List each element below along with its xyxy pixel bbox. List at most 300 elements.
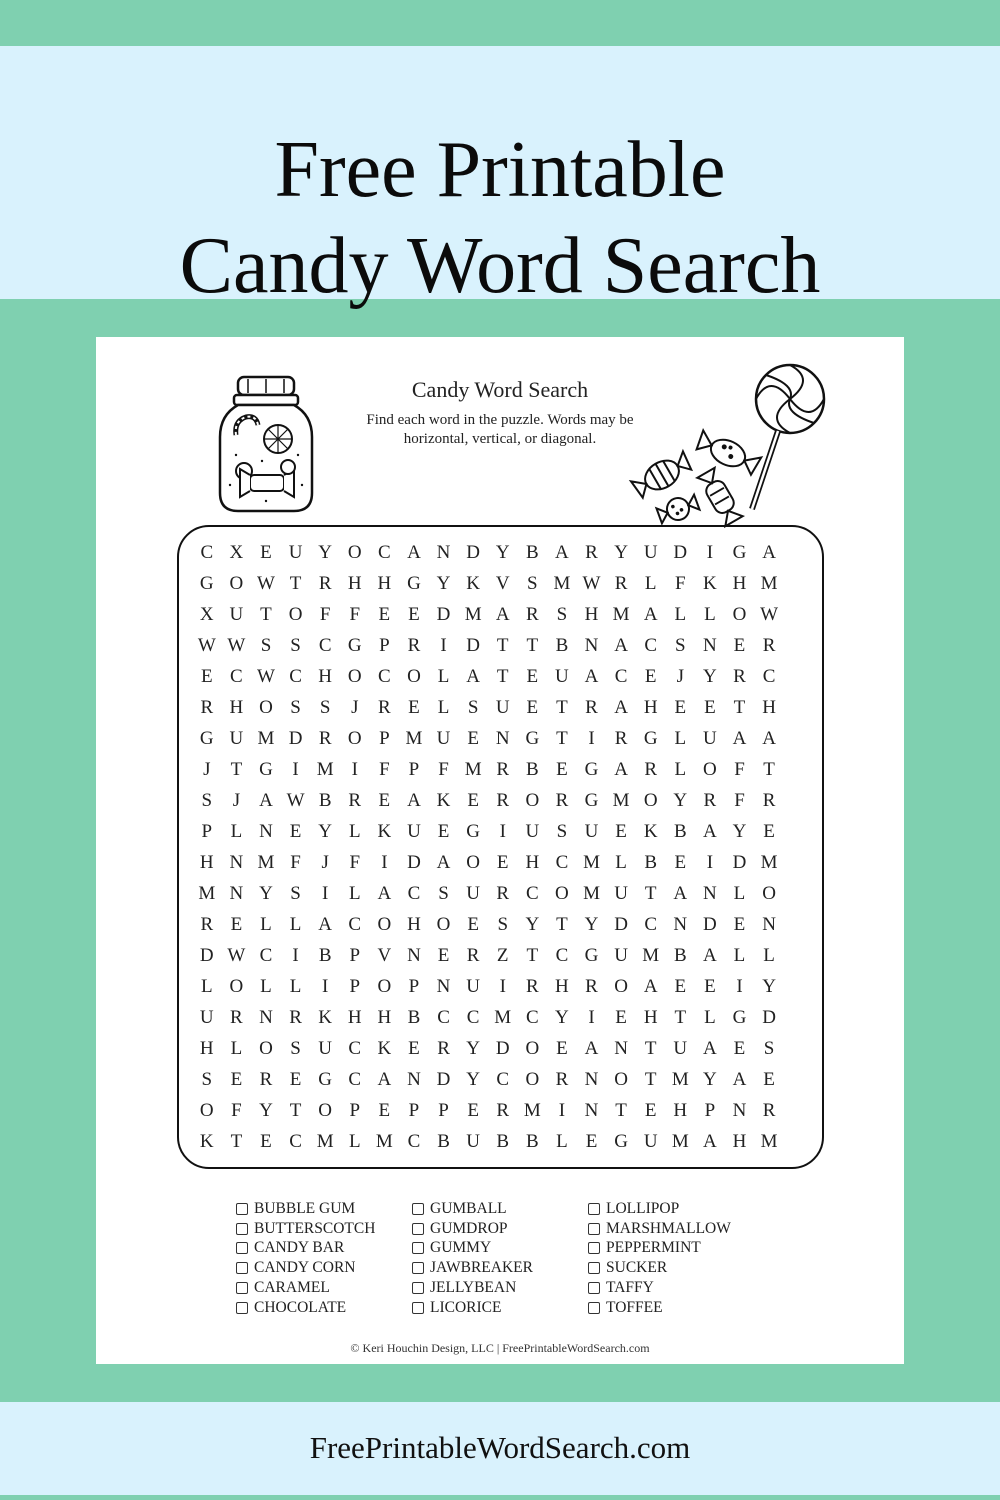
grid-letter[interactable]: E	[289, 1069, 302, 1090]
grid-letter[interactable]: C	[644, 635, 658, 656]
grid-letter[interactable]: N	[259, 1007, 273, 1028]
grid-letter[interactable]: Y	[555, 1007, 569, 1028]
grid-letter[interactable]: L	[704, 1007, 716, 1028]
grid-letter[interactable]: U	[703, 728, 717, 749]
grid-letter[interactable]: I	[558, 1100, 566, 1121]
grid-letter[interactable]: J	[232, 790, 241, 811]
grid-letter[interactable]: W	[227, 635, 246, 656]
grid-letter[interactable]: C	[259, 945, 273, 966]
grid-letter[interactable]: D	[732, 852, 747, 873]
grid-letter[interactable]: W	[227, 945, 246, 966]
grid-letter[interactable]: E	[467, 790, 479, 811]
grid-letter[interactable]: S	[260, 635, 272, 656]
grid-letter[interactable]: G	[199, 728, 214, 749]
grid-letter[interactable]: T	[644, 1038, 657, 1059]
grid-letter[interactable]: E	[615, 1007, 627, 1028]
grid-letter[interactable]: S	[319, 697, 331, 718]
grid-letter[interactable]: M	[494, 1007, 512, 1028]
grid-letter[interactable]: L	[733, 945, 746, 966]
word-checkbox[interactable]	[236, 1203, 248, 1215]
grid-letter[interactable]: R	[200, 697, 214, 718]
grid-letter[interactable]: S	[290, 1038, 301, 1059]
grid-letter[interactable]: A	[732, 728, 747, 749]
grid-letter[interactable]: E	[408, 1038, 420, 1059]
grid-letter[interactable]: C	[378, 542, 391, 563]
grid-letter[interactable]: L	[348, 1131, 361, 1152]
grid-letter[interactable]: B	[525, 759, 539, 780]
grid-letter[interactable]: M	[671, 1069, 689, 1090]
grid-letter[interactable]: L	[289, 914, 302, 935]
grid-letter[interactable]: L	[230, 1038, 243, 1059]
grid-letter[interactable]: N	[436, 976, 451, 997]
site-url-link[interactable]: FreePrintableWordSearch.com	[309, 1430, 691, 1465]
grid-letter[interactable]: T	[526, 945, 539, 966]
grid-letter[interactable]: S	[467, 697, 479, 718]
grid-letter[interactable]: L	[230, 821, 243, 842]
word-checkbox[interactable]	[412, 1302, 424, 1314]
grid-letter[interactable]: Y	[495, 542, 510, 563]
grid-letter[interactable]: K	[318, 1007, 333, 1028]
grid-letter[interactable]: W	[257, 666, 275, 687]
grid-letter[interactable]: H	[732, 573, 747, 594]
word-checkbox[interactable]	[412, 1223, 424, 1235]
grid-letter[interactable]: E	[763, 821, 775, 842]
grid-letter[interactable]: F	[231, 1100, 242, 1121]
grid-letter[interactable]: B	[525, 542, 539, 563]
grid-letter[interactable]: R	[230, 1007, 243, 1028]
grid-letter[interactable]: L	[763, 945, 775, 966]
grid-letter[interactable]: E	[378, 1100, 391, 1121]
grid-letter[interactable]: N	[436, 542, 451, 563]
grid-letter[interactable]: T	[289, 573, 302, 594]
grid-letter[interactable]: M	[316, 759, 334, 780]
grid-letter[interactable]: C	[407, 883, 421, 904]
grid-letter[interactable]: E	[289, 821, 302, 842]
grid-letter[interactable]: B	[673, 945, 687, 966]
grid-letter[interactable]: C	[437, 1007, 450, 1028]
grid-letter[interactable]: G	[614, 1131, 628, 1152]
grid-letter[interactable]: O	[229, 976, 244, 997]
grid-letter[interactable]: P	[704, 1100, 716, 1121]
grid-letter[interactable]: A	[377, 883, 392, 904]
word-checkbox[interactable]	[236, 1302, 248, 1314]
grid-letter[interactable]: T	[230, 1131, 243, 1152]
grid-letter[interactable]: D	[703, 914, 717, 935]
grid-letter[interactable]: M	[612, 790, 630, 811]
grid-letter[interactable]: R	[496, 759, 510, 780]
grid-letter[interactable]: L	[348, 821, 361, 842]
grid-letter[interactable]: T	[496, 635, 509, 656]
grid-letter[interactable]: J	[676, 666, 684, 687]
grid-letter[interactable]: H	[377, 573, 392, 594]
grid-letter[interactable]: P	[408, 1100, 420, 1121]
grid-letter[interactable]: O	[318, 1100, 333, 1121]
grid-letter[interactable]: O	[555, 883, 569, 904]
grid-letter[interactable]: R	[644, 759, 658, 780]
grid-letter[interactable]: N	[673, 914, 688, 935]
grid-letter[interactable]: J	[203, 759, 211, 780]
grid-letter[interactable]: U	[407, 821, 421, 842]
grid-letter[interactable]: O	[466, 852, 480, 873]
grid-letter[interactable]: O	[703, 759, 717, 780]
grid-letter[interactable]: U	[584, 821, 599, 842]
grid-letter[interactable]: K	[643, 821, 658, 842]
grid-letter[interactable]: R	[348, 790, 362, 811]
grid-letter[interactable]: R	[200, 914, 214, 935]
grid-letter[interactable]: R	[555, 1069, 569, 1090]
grid-letter[interactable]: I	[588, 728, 595, 749]
grid-letter[interactable]: C	[289, 1131, 302, 1152]
grid-letter[interactable]: R	[585, 976, 598, 997]
grid-letter[interactable]: A	[614, 635, 628, 656]
grid-letter[interactable]: F	[438, 759, 449, 780]
grid-letter[interactable]: M	[405, 728, 423, 749]
grid-letter[interactable]: R	[525, 976, 539, 997]
grid-letter[interactable]: L	[674, 728, 687, 749]
word-checkbox[interactable]	[588, 1282, 600, 1294]
grid-letter[interactable]: H	[377, 1007, 392, 1028]
grid-letter[interactable]: O	[259, 697, 273, 718]
grid-letter[interactable]: E	[496, 852, 509, 873]
grid-letter[interactable]: Y	[614, 542, 628, 563]
grid-letter[interactable]: A	[407, 790, 421, 811]
grid-letter[interactable]: F	[734, 759, 745, 780]
grid-letter[interactable]: P	[349, 976, 361, 997]
grid-letter[interactable]: R	[466, 945, 480, 966]
grid-letter[interactable]: Z	[496, 945, 509, 966]
grid-letter[interactable]: R	[407, 635, 421, 656]
grid-letter[interactable]: C	[407, 1131, 421, 1152]
grid-letter[interactable]: H	[229, 697, 244, 718]
grid-letter[interactable]: E	[674, 852, 687, 873]
grid-letter[interactable]: H	[732, 1131, 747, 1152]
grid-letter[interactable]: U	[466, 883, 480, 904]
grid-letter[interactable]: W	[760, 604, 779, 625]
grid-letter[interactable]: E	[704, 976, 716, 997]
grid-letter[interactable]: B	[673, 821, 687, 842]
grid-letter[interactable]: T	[644, 883, 657, 904]
grid-letter[interactable]: U	[229, 728, 244, 749]
grid-letter[interactable]: I	[440, 635, 447, 656]
grid-letter[interactable]: H	[762, 697, 776, 718]
grid-letter[interactable]: E	[467, 1100, 479, 1121]
grid-letter[interactable]: C	[378, 666, 391, 687]
word-checkbox[interactable]	[236, 1282, 248, 1294]
grid-letter[interactable]: R	[703, 790, 717, 811]
grid-letter[interactable]: Y	[525, 914, 540, 935]
grid-letter[interactable]: U	[643, 1131, 658, 1152]
grid-letter[interactable]: R	[614, 728, 628, 749]
grid-letter[interactable]: M	[671, 1131, 689, 1152]
grid-letter[interactable]: S	[290, 883, 301, 904]
grid-letter[interactable]: E	[644, 1100, 657, 1121]
grid-letter[interactable]: I	[381, 852, 388, 873]
grid-letter[interactable]: G	[347, 635, 362, 656]
grid-letter[interactable]: K	[703, 573, 717, 594]
grid-letter[interactable]: M	[583, 883, 600, 904]
grid-letter[interactable]: M	[760, 573, 778, 594]
grid-letter[interactable]: N	[229, 883, 244, 904]
grid-letter[interactable]: C	[525, 1007, 539, 1028]
grid-letter[interactable]: R	[585, 542, 598, 563]
grid-letter[interactable]: B	[407, 1007, 421, 1028]
grid-letter[interactable]: E	[526, 666, 539, 687]
grid-letter[interactable]: T	[526, 635, 539, 656]
grid-letter[interactable]: B	[437, 1131, 450, 1152]
grid-letter[interactable]: O	[732, 604, 747, 625]
grid-letter[interactable]: L	[437, 666, 450, 687]
grid-letter[interactable]: R	[614, 573, 628, 594]
grid-letter[interactable]: O	[407, 666, 421, 687]
grid-letter[interactable]: B	[496, 1131, 510, 1152]
grid-letter[interactable]: E	[200, 666, 213, 687]
grid-letter[interactable]: A	[614, 759, 628, 780]
grid-letter[interactable]: L	[733, 883, 746, 904]
grid-letter[interactable]: M	[375, 1131, 393, 1152]
grid-letter[interactable]: N	[584, 1069, 599, 1090]
grid-letter[interactable]: M	[760, 852, 778, 873]
grid-letter[interactable]: O	[436, 914, 451, 935]
grid-letter[interactable]: N	[229, 852, 244, 873]
grid-letter[interactable]: S	[763, 1038, 775, 1059]
grid-letter[interactable]: Y	[318, 821, 333, 842]
grid-letter[interactable]: O	[525, 790, 540, 811]
grid-letter[interactable]: G	[643, 728, 658, 749]
grid-letter[interactable]: Y	[703, 666, 717, 687]
grid-letter[interactable]: T	[763, 759, 775, 780]
grid-letter[interactable]: A	[703, 945, 717, 966]
grid-letter[interactable]: A	[495, 604, 510, 625]
grid-letter[interactable]: D	[466, 635, 480, 656]
grid-letter[interactable]: E	[526, 697, 539, 718]
grid-letter[interactable]: C	[348, 914, 362, 935]
grid-letter[interactable]: C	[348, 1069, 362, 1090]
grid-letter[interactable]: A	[762, 728, 776, 749]
grid-letter[interactable]: R	[437, 1038, 450, 1059]
grid-letter[interactable]: E	[467, 914, 479, 935]
grid-letter[interactable]: R	[496, 883, 510, 904]
grid-letter[interactable]: O	[525, 1069, 540, 1090]
grid-letter[interactable]: G	[466, 821, 480, 842]
grid-letter[interactable]: C	[614, 666, 628, 687]
word-checkbox[interactable]	[236, 1223, 248, 1235]
grid-letter[interactable]: U	[614, 945, 628, 966]
grid-letter[interactable]: D	[762, 1007, 776, 1028]
grid-letter[interactable]: K	[377, 1038, 392, 1059]
grid-letter[interactable]: H	[199, 1038, 214, 1059]
grid-letter[interactable]: R	[525, 604, 539, 625]
grid-letter[interactable]: A	[318, 914, 333, 935]
grid-letter[interactable]: O	[762, 883, 776, 904]
grid-letter[interactable]: N	[259, 821, 273, 842]
grid-letter[interactable]: F	[290, 852, 301, 873]
grid-letter[interactable]: H	[643, 1007, 658, 1028]
grid-letter[interactable]: O	[614, 976, 628, 997]
grid-letter[interactable]: U	[614, 883, 628, 904]
grid-letter[interactable]: L	[289, 976, 302, 997]
word-checkbox[interactable]	[412, 1242, 424, 1254]
grid-letter[interactable]: H	[407, 914, 421, 935]
grid-letter[interactable]: E	[733, 1038, 746, 1059]
grid-letter[interactable]: B	[318, 790, 332, 811]
grid-letter[interactable]: M	[198, 883, 216, 904]
grid-letter[interactable]: E	[763, 1069, 775, 1090]
grid-letter[interactable]: C	[289, 666, 302, 687]
grid-letter[interactable]: L	[615, 852, 627, 873]
grid-letter[interactable]: R	[496, 790, 510, 811]
grid-letter[interactable]: I	[322, 976, 329, 997]
grid-letter[interactable]: A	[703, 821, 717, 842]
grid-letter[interactable]: M	[612, 604, 630, 625]
grid-letter[interactable]: B	[644, 852, 658, 873]
grid-letter[interactable]: O	[377, 914, 392, 935]
grid-letter[interactable]: K	[199, 1131, 214, 1152]
grid-letter[interactable]: R	[289, 1007, 302, 1028]
grid-letter[interactable]: A	[555, 542, 569, 563]
grid-letter[interactable]: A	[407, 542, 421, 563]
grid-letter[interactable]: S	[201, 1069, 213, 1090]
grid-letter[interactable]: U	[555, 666, 569, 687]
grid-letter[interactable]: N	[584, 1100, 599, 1121]
grid-letter[interactable]: I	[292, 945, 299, 966]
grid-letter[interactable]: R	[318, 573, 332, 594]
grid-letter[interactable]: Y	[466, 1069, 480, 1090]
grid-letter[interactable]: T	[289, 1100, 302, 1121]
grid-letter[interactable]: W	[257, 573, 275, 594]
grid-letter[interactable]: O	[288, 604, 303, 625]
word-checkbox[interactable]	[236, 1262, 248, 1274]
grid-letter[interactable]: V	[377, 945, 392, 966]
grid-letter[interactable]: B	[318, 945, 332, 966]
grid-letter[interactable]: H	[347, 1007, 362, 1028]
grid-letter[interactable]: J	[321, 852, 329, 873]
grid-letter[interactable]: E	[674, 697, 687, 718]
grid-letter[interactable]: S	[438, 883, 449, 904]
grid-letter[interactable]: A	[436, 852, 451, 873]
grid-letter[interactable]: U	[288, 542, 303, 563]
grid-letter[interactable]: S	[201, 790, 213, 811]
grid-letter[interactable]: R	[496, 1100, 510, 1121]
grid-letter[interactable]: L	[556, 1131, 568, 1152]
grid-letter[interactable]: P	[349, 1100, 361, 1121]
grid-letter[interactable]: Y	[584, 914, 599, 935]
grid-letter[interactable]: U	[466, 976, 480, 997]
grid-letter[interactable]: D	[673, 542, 688, 563]
grid-letter[interactable]: A	[643, 604, 658, 625]
grid-letter[interactable]: M	[464, 759, 482, 780]
grid-letter[interactable]: T	[674, 1007, 687, 1028]
grid-letter[interactable]: W	[582, 573, 601, 594]
grid-letter[interactable]: O	[229, 573, 244, 594]
grid-letter[interactable]: A	[673, 883, 688, 904]
grid-letter[interactable]: E	[260, 542, 272, 563]
grid-letter[interactable]: R	[762, 1100, 776, 1121]
grid-letter[interactable]: C	[466, 1007, 480, 1028]
grid-letter[interactable]: M	[316, 1131, 334, 1152]
grid-letter[interactable]: C	[555, 852, 569, 873]
grid-letter[interactable]: O	[377, 976, 392, 997]
grid-letter[interactable]: C	[230, 666, 243, 687]
grid-letter[interactable]: T	[230, 759, 243, 780]
grid-letter[interactable]: A	[762, 542, 776, 563]
grid-letter[interactable]: R	[378, 697, 391, 718]
grid-letter[interactable]: R	[733, 666, 746, 687]
grid-letter[interactable]: F	[675, 573, 686, 594]
grid-letter[interactable]: Y	[436, 573, 451, 594]
grid-letter[interactable]: L	[260, 976, 272, 997]
grid-letter[interactable]: F	[349, 604, 361, 625]
grid-letter[interactable]: J	[351, 697, 359, 718]
grid-letter[interactable]: D	[436, 604, 451, 625]
grid-letter[interactable]: O	[199, 1100, 214, 1121]
grid-letter[interactable]: S	[675, 635, 686, 656]
grid-letter[interactable]: O	[347, 542, 362, 563]
word-checkbox[interactable]	[588, 1302, 600, 1314]
grid-letter[interactable]: Y	[259, 883, 273, 904]
grid-letter[interactable]: H	[555, 976, 569, 997]
grid-letter[interactable]: U	[229, 604, 244, 625]
grid-letter[interactable]: L	[644, 573, 657, 594]
grid-letter[interactable]: C	[525, 883, 539, 904]
grid-letter[interactable]: E	[408, 697, 420, 718]
grid-letter[interactable]: S	[497, 914, 509, 935]
grid-letter[interactable]: Y	[703, 1069, 717, 1090]
grid-letter[interactable]: A	[643, 976, 658, 997]
grid-letter[interactable]: U	[318, 1038, 333, 1059]
grid-letter[interactable]: H	[347, 573, 362, 594]
grid-letter[interactable]: C	[318, 635, 332, 656]
grid-letter[interactable]: D	[466, 542, 480, 563]
grid-letter[interactable]: D	[614, 914, 628, 935]
grid-letter[interactable]: G	[732, 542, 747, 563]
grid-letter[interactable]: W	[286, 790, 305, 811]
grid-letter[interactable]: I	[706, 542, 714, 563]
grid-letter[interactable]: V	[495, 573, 510, 594]
grid-letter[interactable]: C	[555, 945, 569, 966]
grid-letter[interactable]: M	[583, 852, 600, 873]
grid-letter[interactable]: D	[436, 1069, 451, 1090]
grid-letter[interactable]: X	[199, 604, 214, 625]
grid-letter[interactable]: M	[523, 1100, 541, 1121]
grid-letter[interactable]: B	[525, 1131, 539, 1152]
grid-letter[interactable]: E	[674, 976, 687, 997]
word-checkbox[interactable]	[588, 1203, 600, 1215]
grid-letter[interactable]: O	[525, 1038, 540, 1059]
grid-letter[interactable]: B	[555, 635, 569, 656]
grid-letter[interactable]: I	[706, 852, 714, 873]
grid-letter[interactable]: K	[436, 790, 451, 811]
grid-letter[interactable]: I	[499, 976, 506, 997]
word-checkbox[interactable]	[412, 1262, 424, 1274]
grid-letter[interactable]: S	[556, 604, 568, 625]
grid-letter[interactable]: I	[588, 1007, 595, 1028]
grid-letter[interactable]: T	[496, 666, 509, 687]
grid-letter[interactable]: H	[525, 852, 540, 873]
grid-letter[interactable]: A	[584, 1038, 599, 1059]
grid-letter[interactable]: H	[643, 697, 658, 718]
grid-letter[interactable]: Y	[259, 1100, 273, 1121]
grid-letter[interactable]: L	[674, 604, 687, 625]
word-checkbox[interactable]	[236, 1242, 248, 1254]
grid-letter[interactable]: A	[377, 1069, 392, 1090]
grid-letter[interactable]: C	[348, 1038, 362, 1059]
grid-letter[interactable]: M	[553, 573, 571, 594]
grid-letter[interactable]: A	[732, 1069, 747, 1090]
grid-letter[interactable]: A	[703, 1131, 717, 1152]
grid-letter[interactable]: U	[199, 1007, 214, 1028]
grid-letter[interactable]: K	[466, 573, 480, 594]
grid-letter[interactable]: U	[436, 728, 451, 749]
